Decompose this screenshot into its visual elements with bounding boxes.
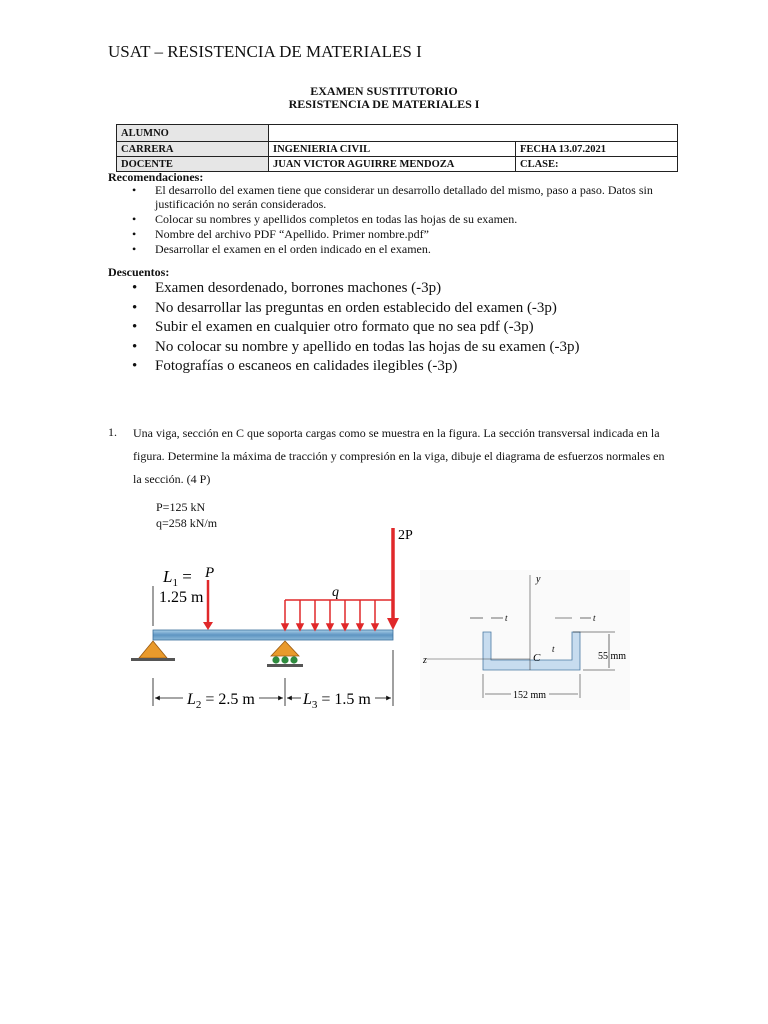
label-t: t (552, 644, 555, 654)
c-section-figure (420, 570, 630, 710)
label-152: 152 mm (513, 690, 547, 701)
label-2p: 2P (398, 528, 413, 543)
roller-wheel (281, 656, 288, 663)
label-55: 55 mm (598, 651, 627, 662)
ground-right (267, 664, 303, 667)
list-item: • Colocar su nombres y apellidos completos en todas las hojas de su examen. (130, 212, 690, 226)
page-header: USAT – RESISTENCIA DE MATERIALES I (108, 42, 422, 61)
list-item: • No desarrollar las preguntas en orden establecido del examen (-3p) (130, 299, 710, 319)
label-z: z (423, 655, 427, 666)
label-l2: $L_2 = 2.5$ m (187, 691, 255, 711)
label-q: q (332, 585, 339, 600)
roller-wheel (272, 656, 279, 663)
list-item: • Examen desordenado, borrones machones (-3p) (130, 279, 710, 299)
docente-label: DOCENTE (117, 157, 269, 172)
list-item: • Nombre del archivo PDF “Apellido. Primer nombre.pdf” (130, 227, 690, 241)
descuentos-title: Descuentos: (108, 265, 170, 279)
q-value: q=258 kN/m (156, 516, 218, 530)
alumno-label: ALUMNO (117, 125, 269, 142)
student-info-table (116, 124, 678, 172)
alumno-value (269, 125, 678, 142)
ground-left (131, 658, 175, 661)
section-background (420, 570, 630, 710)
question-number: 1. (108, 425, 117, 439)
recomendaciones-title: Recomendaciones: (108, 170, 204, 184)
label-l1: $L_1$ = (163, 567, 192, 589)
list-item: • No colocar su nombre y apellido en todas las hojas de su examen (-3p) (130, 338, 710, 358)
question-text: Una viga, sección en C que soporta cargas como se muestra en la figura. La sección transversal indicada en la figura. Determine la máxima de tracción y compresión en la viga, dibuje el diagrama de esfuerzos normales en la sección. (4 P) (133, 426, 665, 486)
list-item: • Desarrollar el examen en el orden indicado en el examen. (130, 242, 690, 256)
label-l1-length: 1.25 m (159, 589, 204, 606)
beam (153, 630, 393, 640)
descuentos-list (130, 279, 710, 377)
beam-figure (125, 520, 645, 720)
label-p: P (205, 565, 215, 581)
list-item: • El desarrollo del examen tiene que considerar un desarrollo detallado del mismo, paso a paso. Datos sin justificación no serán considerados. (130, 183, 690, 211)
docente-value: JUAN VICTOR AGUIRRE MENDOZA (269, 157, 516, 172)
carrera-value: INGENIERIA CIVIL (269, 142, 516, 157)
clase-cell: CLASE: (516, 157, 678, 172)
table-row (117, 125, 678, 142)
p-value: P=125 kN (156, 500, 206, 514)
list-item: • Fotografías o escaneos en calidades ilegibles (-3p) (130, 357, 710, 377)
table-row (117, 142, 678, 157)
label-t: t (593, 613, 596, 623)
list-item: • Subir el examen en cualquier otro formato que no sea pdf (-3p) (130, 318, 710, 338)
fecha-cell: FECHA 13.07.2021 (516, 142, 678, 157)
label-l3: $L_3 = 1.5$ m (303, 691, 371, 711)
carrera-label: CARRERA (117, 142, 269, 157)
label-c: C (533, 652, 541, 664)
label-t: t (505, 613, 508, 623)
roller-wheel (290, 656, 297, 663)
course-title: RESISTENCIA DE MATERIALES I (288, 97, 480, 111)
exam-title: EXAMEN SUSTITUTORIO (310, 84, 458, 98)
label-y: y (536, 574, 541, 585)
recomendaciones-list (130, 183, 690, 257)
